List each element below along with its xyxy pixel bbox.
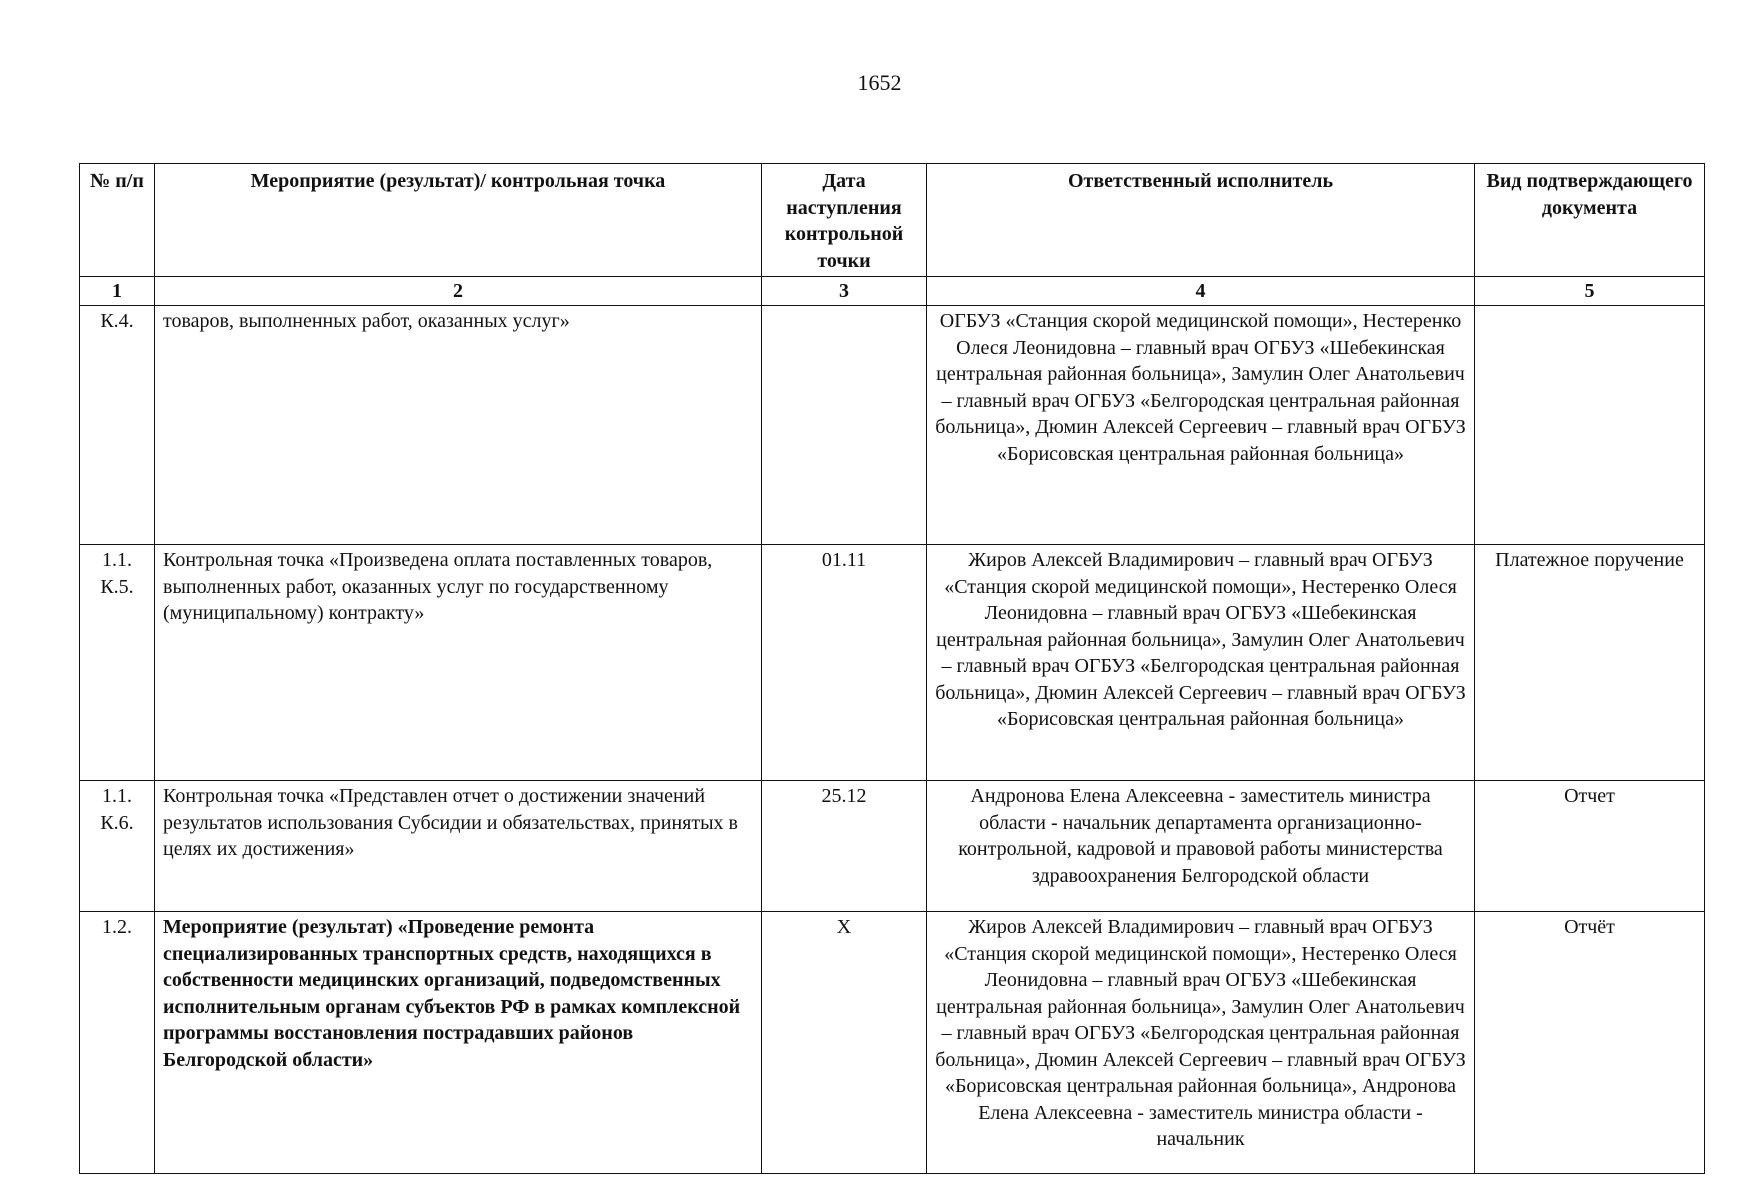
control-points-table — [79, 163, 1705, 1174]
row-date: 01.11 — [762, 545, 927, 781]
row-date: Х — [762, 912, 927, 1174]
column-number: 4 — [927, 277, 1475, 306]
column-number-row — [80, 277, 1705, 306]
table-header-row — [80, 164, 1705, 277]
row-number: 1.2. — [80, 912, 155, 1174]
row-event: Контрольная точка «Представлен отчет о достижении значений результатов использования Субсидии и обязательствах, принятых в целях их достижения» — [155, 781, 762, 912]
table-row — [80, 545, 1705, 781]
column-number: 5 — [1475, 277, 1705, 306]
header-executor: Ответственный исполнитель — [927, 164, 1475, 277]
row-event: Контрольная точка «Произведена оплата поставленных товаров, выполненных работ, оказанных услуг по государственному (муниципальному) контракту» — [155, 545, 762, 781]
row-document: Отчёт — [1475, 912, 1705, 1174]
table-row — [80, 912, 1705, 1174]
header-document: Вид подтверждающего документа — [1475, 164, 1705, 277]
row-document: Отчет — [1475, 781, 1705, 912]
row-event: товаров, выполненных работ, оказанных услуг» — [155, 306, 762, 545]
page-number: 1652 — [857, 70, 902, 95]
column-number: 3 — [762, 277, 927, 306]
row-date — [762, 306, 927, 545]
table-row — [80, 781, 1705, 912]
row-number: 1.1. К.5. — [80, 545, 155, 781]
row-number: К.4. — [80, 306, 155, 545]
column-number: 1 — [80, 277, 155, 306]
table-row — [80, 306, 1705, 545]
column-number: 2 — [155, 277, 762, 306]
header-event: Мероприятие (результат)/ контрольная точка — [155, 164, 762, 277]
row-executor: ОГБУЗ «Станция скорой медицинской помощи», Нестеренко Олеся Леонидовна – главный врач ОГБУЗ «Шебекинская центральная районная больница», Замулин Олег Анатольевич – главный врач ОГБУЗ «Белгородская центральная районная больница», Дюмин Алексей Сергеевич – главный врач ОГБУЗ «Борисовская центральная районная больница» — [927, 306, 1475, 545]
row-number: 1.1. К.6. — [80, 781, 155, 912]
header-date: Дата наступления контрольной точки — [762, 164, 927, 277]
row-event: Мероприятие (результат) «Проведение ремонта специализированных транспортных средств, находящихся в собственности медицинских организаций, подведомственных исполнительным органам субъектов РФ в рамках комплексной программы восстановления пострадавших районов Белгородской области» — [155, 912, 762, 1174]
row-executor: Жиров Алексей Владимирович – главный врач ОГБУЗ «Станция скорой медицинской помощи», Нестеренко Олеся Леонидовна – главный врач ОГБУЗ «Шебекинская центральная районная больница», Замулин Олег Анатольевич – главный врач ОГБУЗ «Белгородская центральная районная больница», Дюмин Алексей Сергеевич – главный врач ОГБУЗ «Борисовская центральная районная больница», Андронова Елена Алексеевна - заместитель министра области - начальник — [927, 912, 1475, 1174]
header-number: № п/п — [80, 164, 155, 277]
row-document: Платежное поручение — [1475, 545, 1705, 781]
row-document — [1475, 306, 1705, 545]
row-executor: Жиров Алексей Владимирович – главный врач ОГБУЗ «Станция скорой медицинской помощи», Нестеренко Олеся Леонидовна – главный врач ОГБУЗ «Шебекинская центральная районная больница», Замулин Олег Анатольевич – главный врач ОГБУЗ «Белгородская центральная районная больница», Дюмин Алексей Сергеевич – главный врач ОГБУЗ «Борисовская центральная районная больница» — [927, 545, 1475, 781]
row-executor: Андронова Елена Алексеевна - заместитель министра области - начальник департамента организационно-контрольной, кадровой и правовой работы министерства здравоохранения Белгородской области — [927, 781, 1475, 912]
row-date: 25.12 — [762, 781, 927, 912]
